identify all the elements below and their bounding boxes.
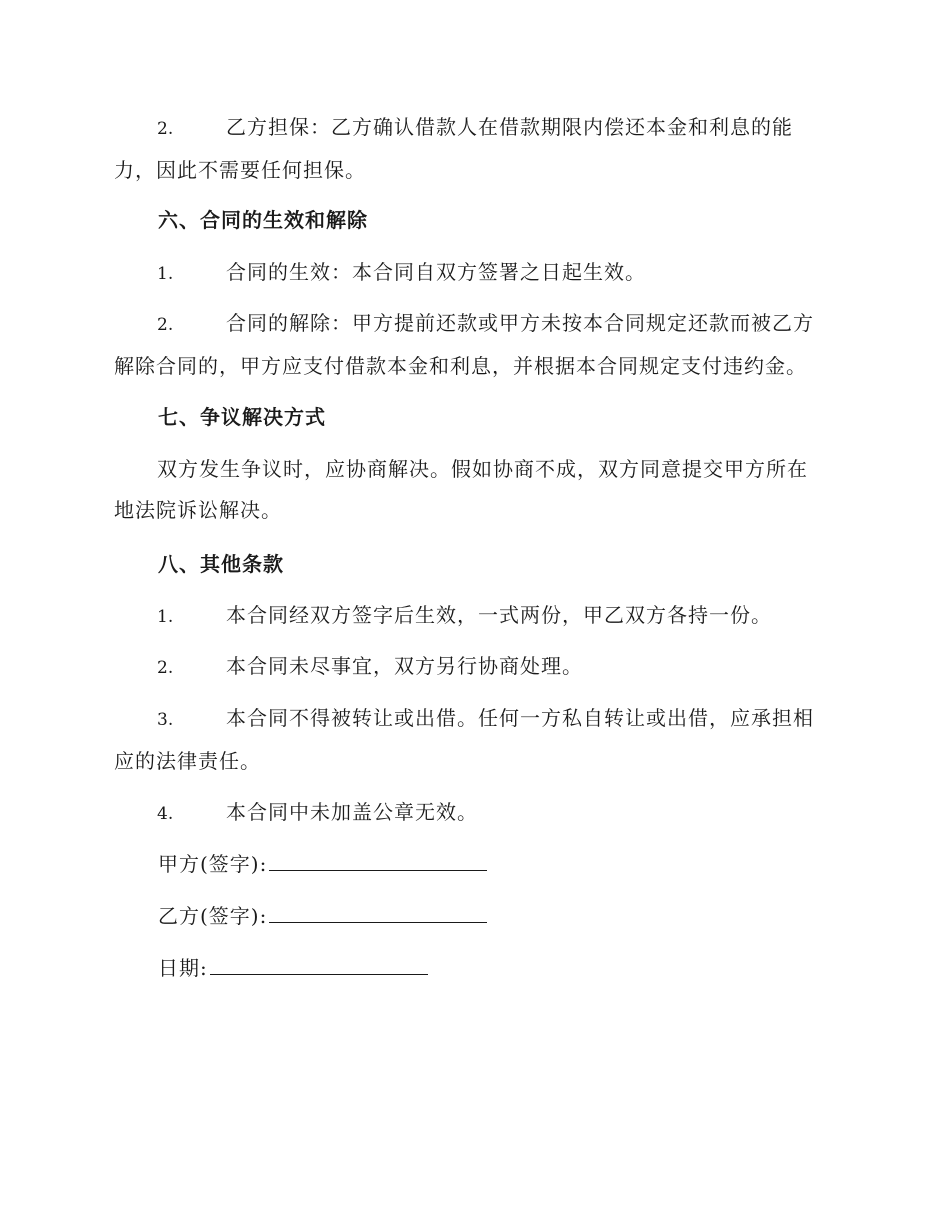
signature-party-b bbox=[158, 896, 878, 937]
item-text: 合同的生效：本合同自双方签署之日起生效。 bbox=[226, 260, 646, 284]
item-text: 本合同中未加盖公章无效。 bbox=[226, 800, 478, 824]
section-heading-8: 八、其他条款 bbox=[158, 552, 284, 576]
signature-label: 甲方(签字): bbox=[158, 852, 268, 876]
section5-item-2 bbox=[114, 107, 834, 191]
signature-party-a bbox=[158, 844, 878, 885]
item-number: 1. bbox=[157, 264, 174, 284]
paragraph-line: 双方发生争议时，应协商解决。假如协商不成，双方同意提交甲方所在 bbox=[157, 457, 808, 481]
date-label: 日期: bbox=[158, 956, 208, 980]
item-text: 合同的解除：甲方提前还款或甲方未按本合同规定还款而被乙方 bbox=[226, 311, 814, 335]
signature-label: 乙方(签字): bbox=[158, 904, 268, 928]
item-number: 1. bbox=[157, 607, 174, 627]
item-text-continued: 力，因此不需要任何担保。 bbox=[114, 158, 366, 182]
item-text-continued: 应的法律责任。 bbox=[114, 749, 261, 773]
section8-item-1 bbox=[114, 595, 834, 638]
section8-item-2 bbox=[114, 646, 834, 689]
item-text-continued: 解除合同的，甲方应支付借款本金和利息，并根据本合同规定支付违约金。 bbox=[114, 354, 807, 378]
section-heading-6: 六、合同的生效和解除 bbox=[158, 208, 368, 232]
date-line[interactable] bbox=[210, 952, 428, 975]
signature-date bbox=[158, 948, 878, 989]
item-text: 乙方担保：乙方确认借款人在借款期限内偿还本金和利息的能 bbox=[226, 115, 793, 139]
item-text: 本合同不得被转让或出借。任何一方私自转让或出借，应承担相 bbox=[226, 706, 814, 730]
item-number: 2. bbox=[157, 315, 174, 335]
section8-item-4 bbox=[114, 792, 834, 835]
item-text: 本合同经双方签字后生效，一式两份，甲乙双方各持一份。 bbox=[226, 603, 772, 627]
item-number: 3. bbox=[157, 710, 174, 730]
section8-item-3 bbox=[114, 698, 834, 782]
item-number: 2. bbox=[157, 119, 174, 139]
signature-line[interactable] bbox=[269, 848, 487, 871]
section-heading-7: 七、争议解决方式 bbox=[158, 405, 326, 429]
section6-item-1 bbox=[114, 252, 834, 295]
item-text: 本合同未尽事宜，双方另行协商处理。 bbox=[226, 654, 583, 678]
paragraph-line: 地法院诉讼解决。 bbox=[114, 498, 282, 522]
section6-item-2 bbox=[114, 303, 834, 387]
item-number: 4. bbox=[157, 804, 174, 824]
item-number: 2. bbox=[157, 658, 174, 678]
signature-line[interactable] bbox=[269, 900, 487, 923]
section7-paragraph bbox=[114, 449, 834, 531]
